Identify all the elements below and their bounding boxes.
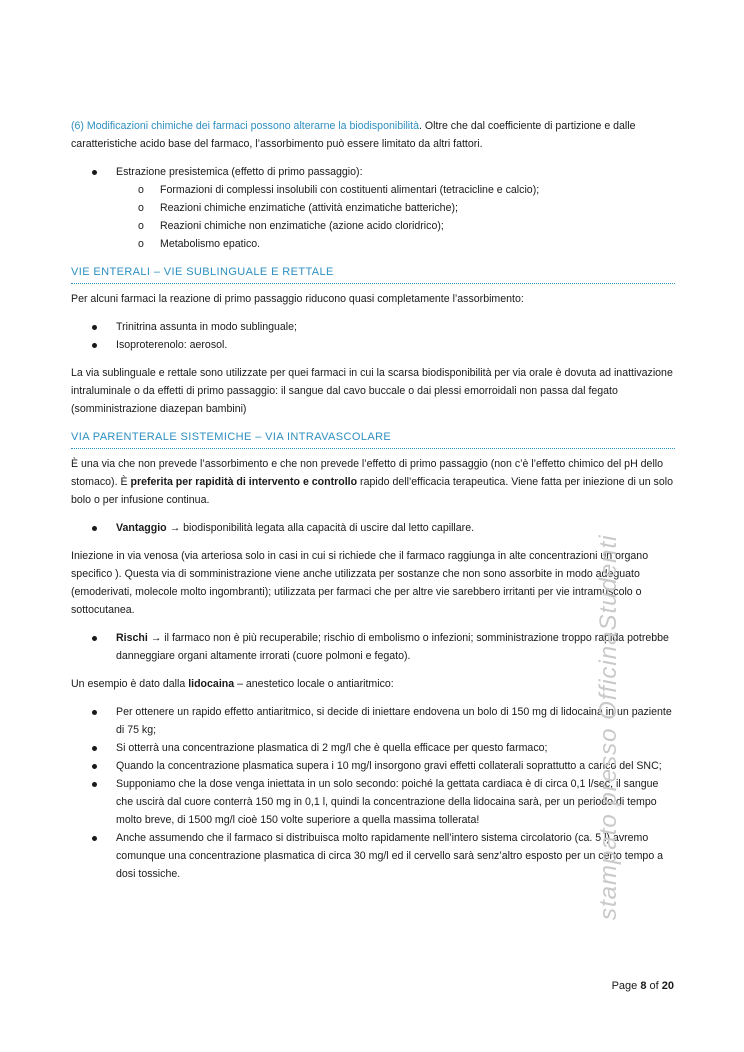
- extraction-list: [71, 163, 675, 253]
- total-pages: 20: [661, 980, 674, 992]
- footer-label: Page: [611, 980, 641, 992]
- text-span: il farmaco non è più recuperabile; rischio di embolismo o infezioni; somministrazione troppo rapida potrebbe danneggiare organi altamente irrorati (cuore polmoni e fegato).: [116, 632, 669, 662]
- bold-text: Rischi: [116, 632, 148, 644]
- paragraph-sublinguale: La via sublinguale e rettale sono utilizzate per quei farmaci in cui la scarsa biodisponibilità per via orale è dovuta ad inattivazione intraluminale o da effetti di primo passaggio: il sangue dal cavo buccale o dai plessi emorroidali non passa dal fegato (somministrazione diazepan bambini): [71, 367, 673, 415]
- sub-list-item: o Reazioni chimiche non enzimatiche (azione acido cloridrico);: [160, 217, 675, 235]
- list-item: Quando la concentrazione plasmatica supera i 10 mg/l insorgono gravi effetti collaterali soprattutto a carico del SNC;: [116, 757, 675, 775]
- paragraph-iniezione: Iniezione in via venosa (via arteriosa solo in casi in cui si richiede che il farmaco raggiunga in alte concentrazioni un organo specifico ). Questa via di somministrazione viene anche utilizzata per sostanze che non sono assorbite in modo adeguato (emoderivati, molecole molto ingombranti); utilizzata per farmaci che per altre vie sarebbero irritanti per vie intramuscolo o sottocutanea.: [71, 550, 649, 616]
- list-item: Si otterrà una concentrazione plasmatica di 2 mg/l che è quella efficace per questo farmaco;: [116, 739, 675, 757]
- list-item-label: Estrazione presistemica (effetto di primo passaggio):: [116, 166, 363, 178]
- sublingual-list: [71, 318, 675, 354]
- vantaggio-list: [71, 519, 675, 537]
- page-footer: [612, 977, 674, 995]
- section-heading-parenterale: VIA PARENTERALE SISTEMICHE – VIA INTRAVASCOLARE: [71, 428, 675, 449]
- sub-list-item: o Reazioni chimiche enzimatiche (attività enzimatiche batteriche);: [160, 199, 675, 217]
- lidocaina-list: [71, 703, 675, 883]
- sub-list-item: o Metabolismo epatico.: [160, 235, 675, 253]
- list-item: [116, 163, 675, 253]
- intro-link-text[interactable]: (6) Modificazioni chimiche dei farmaci possono alterarne la biodisponibilità: [71, 120, 420, 132]
- list-item: Per ottenere un rapido effetto antiaritmico, si decide di iniettare endovena un bolo di 150 mg di lidocaina in un paziente di 75 kg;: [116, 703, 675, 739]
- intro-text: . Oltre che dal coefficiente di partizione e dalle caratteristiche acido base del farmaco, l’assorbimento può essere limitato da altri fattori.: [71, 120, 636, 150]
- list-item: Trinitrina assunta in modo sublinguale;: [116, 318, 675, 336]
- bold-text: Vantaggio: [116, 522, 167, 534]
- text-span: Un esempio è dato dalla: [71, 678, 189, 690]
- sub-list: [116, 181, 675, 253]
- list-item: Isoproterenolo: aerosol.: [116, 336, 675, 354]
- sub-list-item: o Formazioni di complessi insolubili con costituenti alimentari (tetracicline e calcio);: [160, 181, 675, 199]
- page-number: 8: [640, 980, 647, 992]
- text-span: – anestetico locale o antiaritmico:: [234, 678, 394, 690]
- paragraph-lidocaina: [71, 675, 675, 693]
- section-heading-enterali: VIE ENTERALI – VIE SUBLINGUALE E RETTALE: [71, 263, 675, 284]
- bold-text: lidocaina: [188, 678, 235, 690]
- bold-text: preferita per rapidità di intervento e controllo: [130, 476, 358, 488]
- arrow-icon: →: [169, 522, 181, 534]
- text-span: È una via che non prevede l’assorbimento e che non prevede l’effetto di primo passaggio (non c’è l’effetto chimico del pH dello stomaco). È: [71, 458, 664, 488]
- paragraph-primo-passaggio: Per alcuni farmaci la reazione di primo passaggio riducono quasi completamente l’assorbimento:: [71, 293, 524, 305]
- list-item: [116, 519, 675, 537]
- list-item: Supponiamo che la dose venga iniettata in un solo secondo: poiché la gettata cardiaca è di circa 0,1 l/sec, il sangue che uscirà dal cuore conterrà 150 mg in 0,1 l, quindi la concentrazione della lidocaina sarà, per un periodo di tempo molto breve, di 1500 mg/l cioè 150 volte superiore a quella massima tollerata!: [116, 775, 675, 829]
- arrow-icon: →: [150, 632, 162, 644]
- list-item: [116, 629, 675, 665]
- text-span: rapido dell’efficacia terapeutica. Viene fatta per iniezione di un solo bolo o per infusione continua.: [71, 476, 673, 506]
- page-content: [71, 117, 675, 893]
- paragraph-parenterale: [71, 455, 675, 509]
- text-span: biodisponibilità legata alla capacità di uscire dal letto capillare.: [180, 522, 475, 534]
- footer-label: of: [646, 980, 662, 992]
- watermark: stampato presso OfficinaStudenti: [595, 534, 622, 920]
- list-item: Anche assumendo che il farmaco si distribuisca molto rapidamente nell’intero sistema circolatorio (ca. 5 l) avremo comunque una concentrazione plasmatica di circa 30 mg/l ed il cervello sarà senz’altro esposto per un certo tempo a dosi tossiche.: [116, 829, 675, 883]
- intro-paragraph: [71, 117, 675, 153]
- rischi-list: [71, 629, 675, 665]
